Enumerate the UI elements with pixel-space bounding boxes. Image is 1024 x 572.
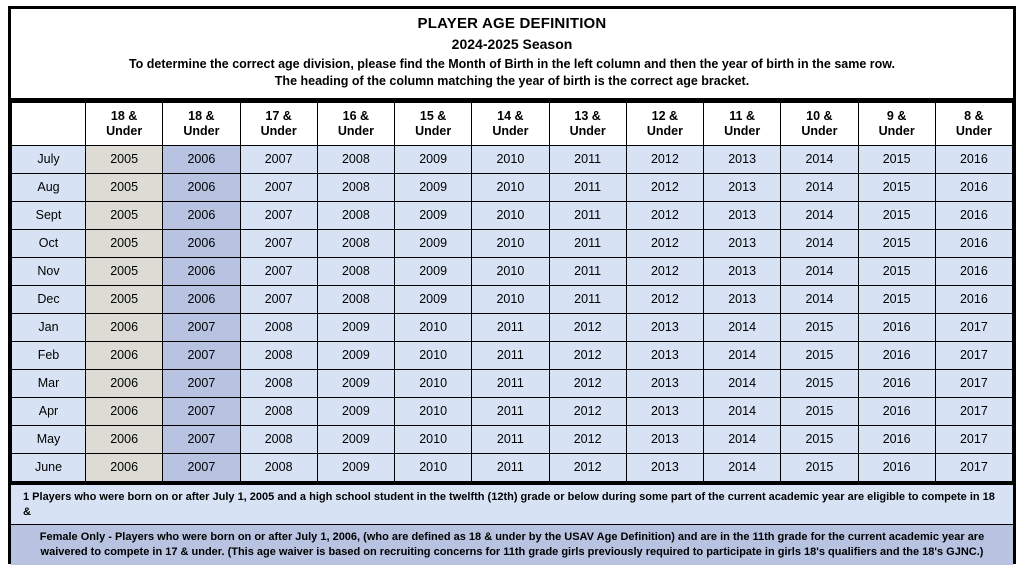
year-cell: 2007	[240, 257, 317, 285]
year-cell: 2013	[626, 425, 703, 453]
year-cell: 2010	[472, 201, 549, 229]
year-cell: 2010	[472, 145, 549, 173]
year-cell: 2010	[472, 173, 549, 201]
season-subtitle: 2024-2025 Season	[451, 36, 573, 52]
year-cell: 2008	[240, 453, 317, 481]
year-cell: 2006	[86, 369, 163, 397]
year-cell: 2013	[704, 173, 781, 201]
year-cell: 2007	[240, 285, 317, 313]
year-cell: 2006	[86, 313, 163, 341]
year-cell: 2013	[626, 313, 703, 341]
year-cell: 2010	[395, 369, 472, 397]
year-cell: 2012	[626, 173, 703, 201]
year-cell: 2009	[395, 229, 472, 257]
column-header-8: 11 & Under	[704, 102, 781, 145]
year-cell: 2006	[163, 201, 240, 229]
table-row	[12, 285, 1013, 313]
year-cell: 2007	[163, 397, 240, 425]
year-cell: 2010	[472, 257, 549, 285]
year-cell: 2007	[240, 173, 317, 201]
year-cell: 2006	[86, 397, 163, 425]
year-cell: 2015	[781, 341, 858, 369]
year-cell: 2009	[317, 425, 394, 453]
column-header-4: 15 & Under	[395, 102, 472, 145]
year-cell: 2012	[549, 369, 626, 397]
year-cell: 2011	[549, 145, 626, 173]
table-row	[12, 257, 1013, 285]
footnotes	[11, 482, 1013, 565]
year-cell: 2011	[549, 257, 626, 285]
year-cell: 2007	[163, 369, 240, 397]
year-cell: 2014	[704, 341, 781, 369]
year-cell: 2011	[472, 425, 549, 453]
year-cell: 2011	[549, 229, 626, 257]
table-head	[12, 102, 1013, 145]
table-row	[12, 369, 1013, 397]
table-row	[12, 397, 1013, 425]
footnote-1: 1 Players who were born on or after July 1, 2005 and a high school student in the twelfth (12th) grade or below during some part of the current academic year are eligible to compete in 18 &	[11, 485, 1013, 526]
month-cell: June	[12, 453, 86, 481]
year-cell: 2009	[395, 285, 472, 313]
table-row	[12, 453, 1013, 481]
year-cell: 2014	[704, 397, 781, 425]
year-cell: 2011	[472, 397, 549, 425]
column-header-9: 10 & Under	[781, 102, 858, 145]
header	[11, 9, 1013, 102]
year-cell: 2012	[626, 145, 703, 173]
year-cell: 2017	[935, 341, 1012, 369]
table-body	[12, 145, 1013, 481]
year-cell: 2014	[781, 173, 858, 201]
year-cell: 2006	[163, 285, 240, 313]
year-cell: 2009	[395, 201, 472, 229]
year-cell: 2015	[858, 257, 935, 285]
year-cell: 2013	[626, 341, 703, 369]
year-cell: 2014	[781, 257, 858, 285]
year-cell: 2005	[86, 145, 163, 173]
year-cell: 2011	[472, 369, 549, 397]
year-cell: 2007	[163, 453, 240, 481]
year-cell: 2016	[858, 313, 935, 341]
year-cell: 2009	[317, 313, 394, 341]
year-cell: 2010	[395, 397, 472, 425]
year-cell: 2008	[240, 341, 317, 369]
year-cell: 2017	[935, 313, 1012, 341]
table-row	[12, 229, 1013, 257]
year-cell: 2008	[317, 201, 394, 229]
year-cell: 2010	[395, 453, 472, 481]
year-cell: 2008	[240, 313, 317, 341]
year-cell: 2010	[472, 229, 549, 257]
year-cell: 2008	[317, 145, 394, 173]
year-cell: 2009	[317, 453, 394, 481]
age-bracket-table	[11, 102, 1013, 482]
year-cell: 2005	[86, 285, 163, 313]
year-cell: 2013	[704, 229, 781, 257]
year-cell: 2016	[935, 145, 1012, 173]
year-cell: 2015	[781, 397, 858, 425]
year-cell: 2006	[163, 173, 240, 201]
year-cell: 2010	[472, 285, 549, 313]
year-cell: 2012	[549, 453, 626, 481]
column-header-10: 9 & Under	[858, 102, 935, 145]
column-header-2: 17 & Under	[240, 102, 317, 145]
month-cell: Jan	[12, 313, 86, 341]
year-cell: 2016	[935, 257, 1012, 285]
year-cell: 2012	[549, 313, 626, 341]
year-cell: 2011	[549, 173, 626, 201]
table-row	[12, 173, 1013, 201]
year-cell: 2005	[86, 257, 163, 285]
year-cell: 2006	[163, 257, 240, 285]
year-cell: 2011	[472, 453, 549, 481]
year-cell: 2007	[240, 229, 317, 257]
year-cell: 2007	[240, 201, 317, 229]
year-cell: 2005	[86, 173, 163, 201]
year-cell: 2015	[858, 229, 935, 257]
year-cell: 2012	[549, 341, 626, 369]
instructions-line-1: To determine the correct age division, please find the Month of Birth in the left column and then the year of birth in the same row.	[128, 57, 896, 71]
year-cell: 2007	[163, 313, 240, 341]
year-cell: 2008	[317, 229, 394, 257]
year-cell: 2006	[86, 425, 163, 453]
year-cell: 2016	[935, 201, 1012, 229]
month-cell: Dec	[12, 285, 86, 313]
year-cell: 2017	[935, 425, 1012, 453]
month-cell: Feb	[12, 341, 86, 369]
table-row	[12, 313, 1013, 341]
month-cell: Mar	[12, 369, 86, 397]
year-cell: 2015	[781, 425, 858, 453]
year-cell: 2010	[395, 313, 472, 341]
year-cell: 2008	[240, 369, 317, 397]
year-cell: 2016	[935, 229, 1012, 257]
page-title: PLAYER AGE DEFINITION	[417, 15, 607, 32]
column-header-1: 18 & Under	[163, 102, 240, 145]
year-cell: 2013	[626, 453, 703, 481]
year-cell: 2014	[704, 425, 781, 453]
year-cell: 2008	[240, 425, 317, 453]
year-cell: 2016	[858, 425, 935, 453]
year-cell: 2011	[549, 201, 626, 229]
year-cell: 2009	[395, 173, 472, 201]
year-cell: 2015	[781, 369, 858, 397]
year-cell: 2016	[858, 369, 935, 397]
year-cell: 2015	[781, 313, 858, 341]
year-cell: 2009	[395, 145, 472, 173]
year-cell: 2011	[549, 285, 626, 313]
year-cell: 2012	[626, 257, 703, 285]
month-cell: May	[12, 425, 86, 453]
year-cell: 2016	[858, 341, 935, 369]
year-cell: 2013	[626, 369, 703, 397]
year-cell: 2012	[626, 229, 703, 257]
year-cell: 2016	[935, 173, 1012, 201]
year-cell: 2012	[626, 285, 703, 313]
year-cell: 2013	[626, 397, 703, 425]
instructions-line-2: The heading of the column matching the year of birth is the correct age bracket.	[274, 73, 750, 88]
year-cell: 2015	[858, 173, 935, 201]
table-row	[12, 341, 1013, 369]
month-cell: Nov	[12, 257, 86, 285]
year-cell: 2015	[858, 285, 935, 313]
table-row	[12, 201, 1013, 229]
column-header-7: 12 & Under	[626, 102, 703, 145]
year-cell: 2010	[395, 341, 472, 369]
year-cell: 2008	[317, 285, 394, 313]
year-cell: 2012	[549, 425, 626, 453]
year-cell: 2015	[858, 145, 935, 173]
year-cell: 2006	[163, 145, 240, 173]
month-cell: Apr	[12, 397, 86, 425]
year-cell: 2013	[704, 257, 781, 285]
year-cell: 2006	[86, 453, 163, 481]
year-cell: 2009	[317, 369, 394, 397]
year-cell: 2014	[781, 201, 858, 229]
year-cell: 2008	[240, 397, 317, 425]
table-header-row	[12, 102, 1013, 145]
year-cell: 2009	[395, 257, 472, 285]
column-header-0: 18 & Under	[86, 102, 163, 145]
year-cell: 2007	[163, 425, 240, 453]
year-cell: 2017	[935, 369, 1012, 397]
year-cell: 2014	[704, 313, 781, 341]
month-cell: Oct	[12, 229, 86, 257]
column-header-6: 13 & Under	[549, 102, 626, 145]
year-cell: 2005	[86, 201, 163, 229]
year-cell: 2005	[86, 229, 163, 257]
year-cell: 2008	[317, 257, 394, 285]
year-cell: 2009	[317, 341, 394, 369]
column-header-11: 8 & Under	[935, 102, 1012, 145]
year-cell: 2016	[858, 453, 935, 481]
year-cell: 2015	[781, 453, 858, 481]
year-cell: 2012	[626, 201, 703, 229]
year-cell: 2009	[317, 397, 394, 425]
year-cell: 2016	[935, 285, 1012, 313]
column-header-3: 16 & Under	[317, 102, 394, 145]
year-cell: 2013	[704, 145, 781, 173]
year-cell: 2007	[163, 341, 240, 369]
year-cell: 2008	[317, 173, 394, 201]
year-cell: 2007	[240, 145, 317, 173]
month-cell: Aug	[12, 173, 86, 201]
table-row	[12, 145, 1013, 173]
age-definition-card	[8, 6, 1016, 564]
year-cell: 2014	[704, 369, 781, 397]
year-cell: 2006	[163, 229, 240, 257]
year-cell: 2014	[704, 453, 781, 481]
age-table-wrapper	[11, 102, 1013, 482]
year-cell: 2017	[935, 453, 1012, 481]
footnote-2: Female Only - Players who were born on or after July 1, 2006, (who are defined as 18 & under by the USAV Age Definition) and are in the 11th grade for the current academic year are waivered to compete in 17 & under. (This age waiver is based on recruiting concerns for 11th grade girls previously required to participate in girls 18's qualifiers and the 18's GJNC.)	[11, 525, 1013, 565]
year-cell: 2014	[781, 285, 858, 313]
year-cell: 2014	[781, 229, 858, 257]
table-row	[12, 425, 1013, 453]
year-cell: 2013	[704, 201, 781, 229]
month-cell: Sept	[12, 201, 86, 229]
year-cell: 2011	[472, 313, 549, 341]
year-cell: 2014	[781, 145, 858, 173]
month-cell: July	[12, 145, 86, 173]
year-cell: 2012	[549, 397, 626, 425]
column-header-5: 14 & Under	[472, 102, 549, 145]
year-cell: 2017	[935, 397, 1012, 425]
year-cell: 2011	[472, 341, 549, 369]
year-cell: 2010	[395, 425, 472, 453]
table-corner-cell	[12, 102, 86, 145]
year-cell: 2016	[858, 397, 935, 425]
year-cell: 2013	[704, 285, 781, 313]
year-cell: 2006	[86, 341, 163, 369]
year-cell: 2015	[858, 201, 935, 229]
